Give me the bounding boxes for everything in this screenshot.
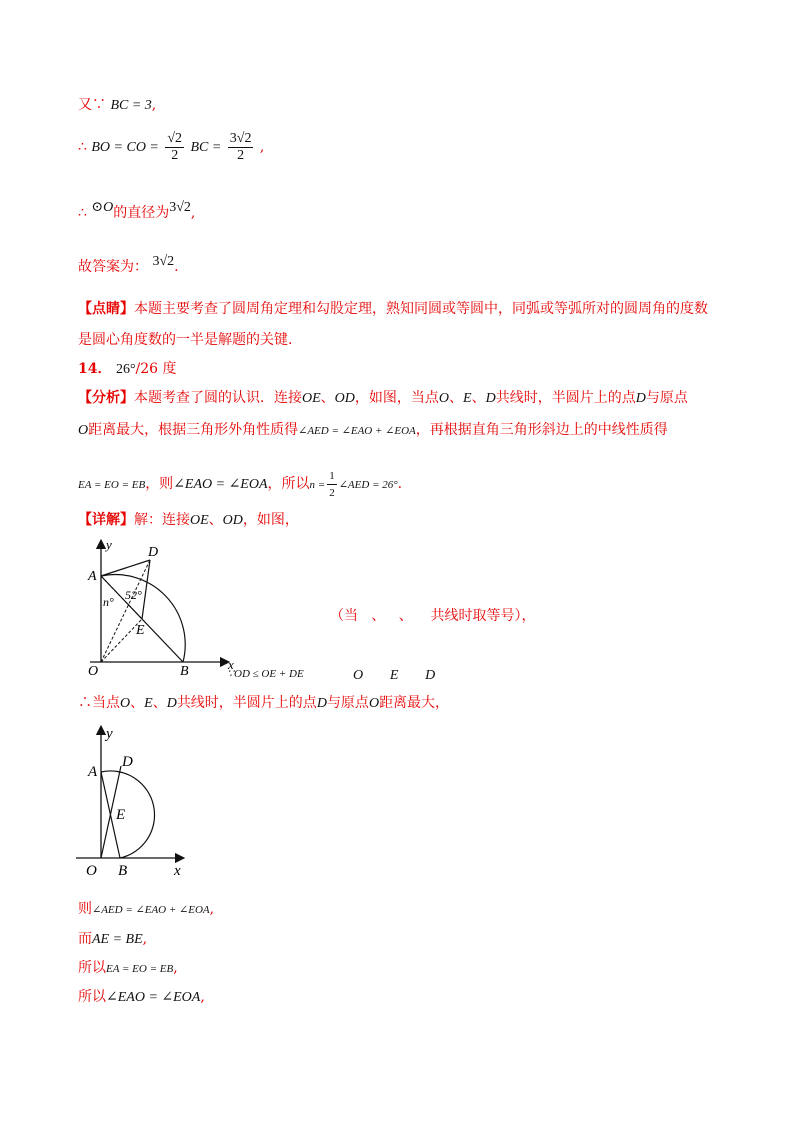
punct: .: [174, 259, 179, 275]
math-value: 3√2: [152, 254, 175, 269]
math-o: O: [78, 423, 89, 438]
math-o: O: [353, 668, 364, 683]
text: 本题考查了圆的认识．连接: [134, 390, 302, 406]
label-x: x: [174, 863, 181, 879]
statement-2: [78, 929, 147, 950]
math-expr: BC = 3: [110, 98, 152, 113]
label-e: E: [116, 807, 126, 823]
comment-line-2: [78, 330, 292, 350]
punct: ,: [142, 931, 148, 947]
math-oe: OE: [302, 391, 321, 406]
semicircle-arc: [101, 575, 185, 662]
figure-2-diagram: [70, 724, 200, 884]
fraction: $\frac{1}{2}$: [329, 469, 335, 499]
label-d: D: [122, 754, 133, 770]
text: 故答案为：: [78, 259, 148, 275]
punct: ,: [151, 97, 157, 113]
because-symbol: ∵: [92, 97, 106, 113]
label-e: E: [136, 623, 145, 638]
fraction: $\frac{3√2}{2}$: [229, 130, 252, 163]
circle-o: ⊙O: [91, 200, 114, 215]
text-line-diameter: [78, 200, 196, 224]
answer-math: 26°: [115, 362, 136, 377]
label-b: B: [118, 863, 128, 879]
sep: 、: [398, 608, 413, 624]
text: ，再根据直角三角形斜边上的中线性质得: [415, 422, 668, 438]
figure-1-diagram: [70, 538, 240, 678]
math-expr: ∠AED = 26°: [338, 479, 398, 491]
label-d: D: [148, 545, 159, 560]
question-number: 14．: [78, 361, 112, 377]
math-o: O: [120, 696, 131, 711]
math-e: E: [144, 696, 153, 711]
math-expr: ∵OD ≤ OE + DE: [227, 668, 304, 680]
math-e: E: [463, 391, 472, 406]
math-od: OD: [222, 513, 243, 528]
text-line-answer: [78, 254, 179, 278]
math-expr: EA = EO = EB: [106, 963, 174, 975]
label-y: y: [106, 538, 112, 552]
text: 所以: [78, 989, 106, 1005]
statement-4: [78, 987, 205, 1008]
math-expr: BO = CO =: [91, 140, 159, 155]
text: 则: [78, 901, 92, 917]
semicircle-arc: [101, 771, 155, 858]
comment-line-1: [78, 299, 708, 319]
label-x: x: [228, 657, 234, 672]
analysis-line-3: [78, 467, 402, 502]
text: ∴当点: [78, 695, 120, 711]
math-expr: ∠EAO = ∠EOA: [106, 990, 201, 1005]
label-a: A: [88, 764, 98, 780]
label-b: B: [180, 664, 189, 678]
text: （当: [330, 608, 358, 624]
math-oe: OE: [190, 513, 209, 528]
sep: 、: [208, 512, 223, 528]
math-expr: ∠EAO = ∠EOA: [173, 477, 268, 492]
inequality-line: [227, 663, 304, 684]
text: 而: [78, 931, 92, 947]
punct: ,: [200, 989, 205, 1005]
text: 的直径为: [113, 205, 170, 221]
equality-condition: [330, 606, 536, 626]
text: 与原点: [645, 390, 688, 406]
math-expr: BC =: [190, 140, 222, 155]
label-o: O: [88, 664, 99, 678]
text: 共线时取等号），: [430, 608, 536, 624]
question-14: [78, 359, 177, 380]
math-expr: ∠AED = ∠EAO + ∠EOA: [92, 904, 210, 916]
comment-text: 是圆心角度数的一半是解题的关键.: [78, 332, 293, 348]
therefore-symbol: ∴: [78, 205, 87, 221]
when-collinear-line: [78, 693, 449, 714]
sep: 、: [152, 695, 167, 711]
text-line-bc: [78, 95, 156, 116]
math-d: D: [425, 668, 436, 683]
label-a: A: [88, 569, 97, 584]
fraction: $\frac{√2}{2}$: [167, 130, 183, 163]
math-expr: ∠AED = ∠EAO + ∠EOA: [298, 425, 416, 437]
analysis-line-1: [78, 388, 688, 409]
math-d: D: [166, 696, 177, 711]
statement-3: [78, 958, 178, 979]
statement-1: [78, 899, 214, 920]
text: 又: [78, 97, 92, 113]
line-de: [142, 560, 150, 619]
text-line-bo-co: [78, 130, 264, 165]
text: 共线时，半圆片上的点: [176, 695, 317, 711]
comment-tag: 【点睛】: [78, 301, 134, 317]
text: ，则: [145, 476, 174, 492]
comment-text: 本题主要考查了圆周角定理和勾股定理，熟知同圆或等圆中，同弧或等弧所对的圆周角的度数: [134, 301, 708, 317]
text: 解：连接: [134, 512, 190, 528]
text: 距离最大，: [379, 695, 450, 711]
oed-letters: [353, 665, 435, 686]
text: 距离最大，根据三角形外角性质得: [88, 422, 299, 438]
punct: ,: [259, 139, 265, 155]
sep: 、: [130, 695, 145, 711]
line-ad: [101, 560, 150, 576]
math-d: D: [485, 391, 496, 406]
text: 与原点: [326, 695, 369, 711]
math-expr: AE = BE: [92, 932, 143, 947]
analysis-tag: 【分析】: [78, 390, 134, 406]
label-n: n°: [103, 595, 114, 609]
analysis-line-2: [78, 420, 668, 441]
sep: 、: [449, 390, 464, 406]
punct: ,: [173, 960, 178, 976]
punct: ,: [190, 205, 196, 221]
sep: 、: [371, 608, 386, 624]
punct: ,: [209, 901, 215, 917]
math-value: 3√2: [169, 200, 191, 215]
math-o: O: [368, 696, 380, 711]
sep: 、: [320, 390, 335, 406]
math-od: OD: [334, 391, 355, 406]
label-angle: 52°: [125, 588, 142, 602]
math-d: D: [635, 391, 646, 406]
math-d: D: [316, 696, 327, 711]
math-e: E: [389, 668, 399, 683]
math-expr: EA = EO = EB: [78, 479, 146, 491]
detail-line: [78, 510, 299, 531]
detail-tag: 【详解】: [78, 512, 134, 528]
text: 所以: [78, 960, 106, 976]
text: 共线时，半圆片上的点: [495, 390, 636, 406]
therefore-symbol: ∴: [78, 139, 87, 155]
math-o: O: [438, 391, 450, 406]
math-expr: n =: [309, 479, 326, 491]
text: ，如图，: [242, 512, 299, 528]
label-y: y: [106, 726, 113, 742]
label-o: O: [86, 863, 97, 879]
answer-text: /26 度: [135, 361, 177, 377]
text: ，如图，当点: [354, 390, 439, 406]
sep: 、: [471, 390, 486, 406]
text: ，所以: [267, 476, 310, 492]
punct: .: [397, 476, 403, 492]
